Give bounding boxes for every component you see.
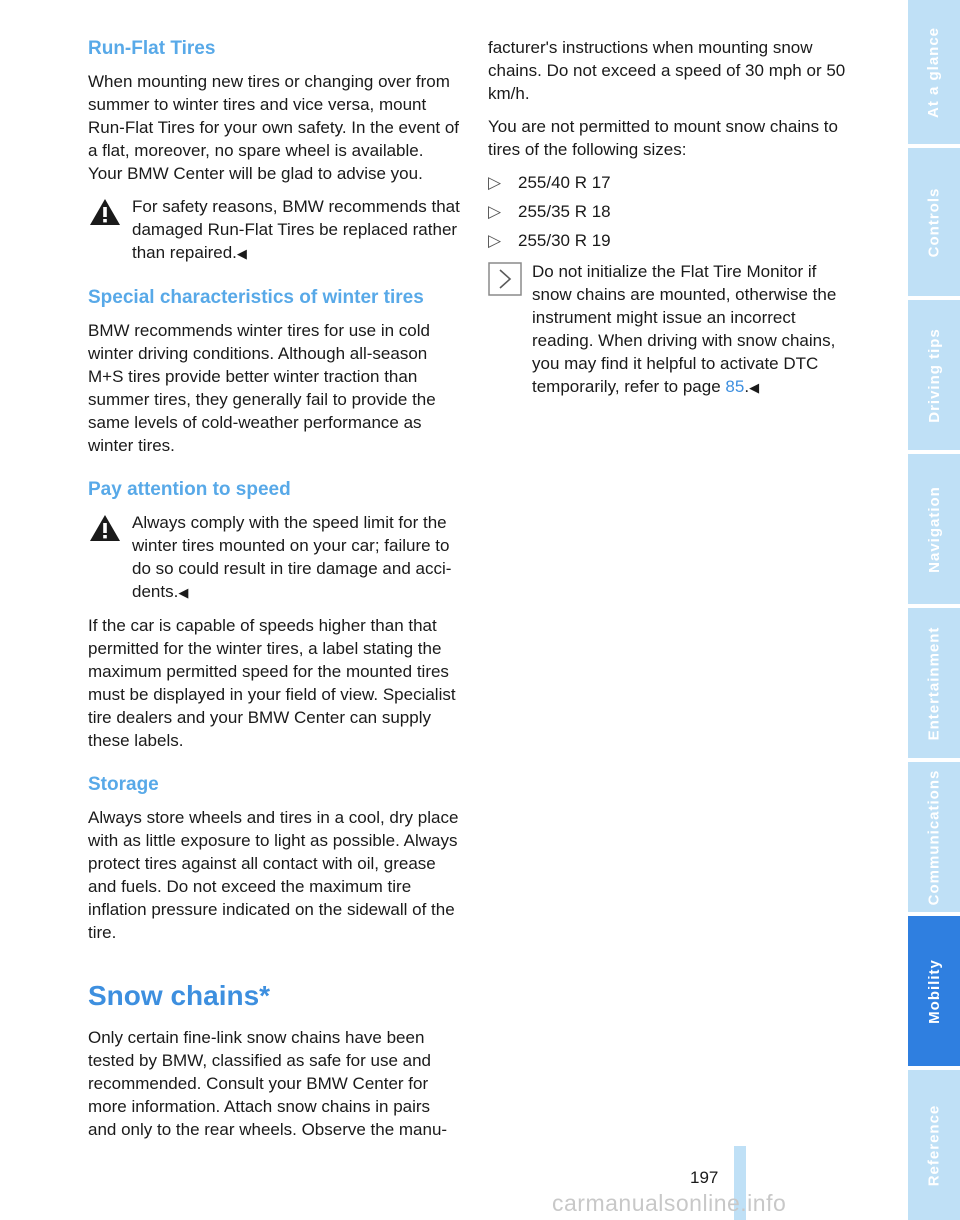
snowchains-sizes-intro: You are not permitted to mount snow chains to tires of the following sizes: <box>488 117 838 159</box>
tab-entertainment[interactable] <box>908 608 960 758</box>
tire-size: 255/40 R 17 <box>518 173 611 192</box>
storage-body: Always store wheels and tires in a cool, dry place with as little exposure to light as possible. Always protect tires against all contact with oil, grease and fuels. Do not exceed the maximum tire inflation pressure indicated on the sidewall of the tire. <box>88 808 459 942</box>
tire-size: 255/35 R 18 <box>518 202 611 221</box>
list-item <box>488 200 860 223</box>
heading-winter: Special characteristics of winter tires <box>88 287 424 308</box>
speed-warning <box>88 511 460 604</box>
snowchains-body-part2: facturer's instructions when mounting snow chains. Do not exceed a speed of 30 mph or 50 km/h. <box>488 38 846 103</box>
tab-label: Mobility <box>925 958 943 1024</box>
tab-controls[interactable] <box>908 148 960 296</box>
heading-speed: Pay attention to speed <box>88 479 291 500</box>
runflat-warning <box>88 195 460 265</box>
tab-label: Driving tips <box>925 327 943 423</box>
winter-body: BMW recommends winter tires for use in cold winter driving conditions. Although all-season M+S tires provide better winter traction than summer tires, they generally fail to provide the same levels of cold-weather performance as winter tires. <box>88 321 436 455</box>
tab-communications[interactable] <box>908 762 960 912</box>
chapter-sidebar <box>908 0 960 1220</box>
speed-warning-text: Always comply with the speed limit for the winter tires mounted on your car; failure to do so could result in tire damage and acci-dents. <box>132 513 452 601</box>
end-mark: ◀ <box>749 380 760 395</box>
tab-label: Reference <box>925 1104 943 1186</box>
right-column <box>488 36 860 409</box>
warning-triangle-icon <box>88 197 122 227</box>
tab-reference[interactable] <box>908 1070 960 1220</box>
tire-size-list <box>488 171 860 252</box>
tire-size: 255/30 R 19 <box>518 231 611 250</box>
bullet-arrow-icon: ▷ <box>488 173 502 192</box>
speed-body: If the car is capable of speeds higher than that permitted for the winter tires, a label stating the maximum permitted speed for the mounted tires must be displayed in your field of view. Specialist tire dealers and your BMW Center can supply these labels. <box>88 616 456 750</box>
tab-label: Navigation <box>925 485 943 573</box>
list-item <box>488 229 860 252</box>
heading-storage: Storage <box>88 774 159 795</box>
runflat-body: When mounting new tires or changing over from summer to winter tires and vice versa, mount Run-Flat Tires for your own safety. In the event of a flat, moreover, no spare wheel is available. Your BMW Center will be glad to advise you. <box>88 72 460 183</box>
snowchains-note-text: Do not initialize the Flat Tire Monitor if snow chains are mounted, otherwise the instrument might issue an incorrect reading. When driving with snow chains, you may find it helpful to activate DTC temporarily, refer to page <box>532 262 837 396</box>
heading-snowchains: Snow chains* <box>88 980 271 1011</box>
snowchains-body-part1: Only certain fine-link snow chains have been tested by BMW, classified as safe for use and recommended. Consult your BMW Center for more information. Attach snow chains in pairs and only to the rear wheels. Observe the manu- <box>88 1028 448 1139</box>
end-mark: ◀ <box>236 246 247 261</box>
warning-triangle-icon <box>88 513 122 543</box>
page-number: 197 <box>690 1168 719 1187</box>
note-period: . <box>744 377 750 396</box>
tab-mobility[interactable] <box>908 916 960 1066</box>
tab-label: Controls <box>925 187 943 257</box>
tab-label: At a glance <box>925 26 943 118</box>
bullet-arrow-icon: ▷ <box>488 202 502 221</box>
heading-runflat: Run-Flat Tires <box>88 38 216 59</box>
note-arrow-icon <box>488 262 522 296</box>
end-mark: ◀ <box>178 585 189 600</box>
tab-label: Communications <box>925 769 943 905</box>
watermark: carmanualsonline.info <box>552 1190 787 1216</box>
tab-at-a-glance[interactable] <box>908 0 960 144</box>
tab-label: Entertainment <box>925 626 943 740</box>
snowchains-note <box>488 260 860 399</box>
page-link[interactable]: 85 <box>725 377 745 396</box>
left-column <box>88 36 460 1151</box>
list-item <box>488 171 860 194</box>
tab-navigation[interactable] <box>908 454 960 604</box>
runflat-warning-text: For safety reasons, BMW recommends that damaged Run-Flat Tires be replaced rather than repaired. <box>132 197 460 262</box>
bullet-arrow-icon: ▷ <box>488 231 502 250</box>
tab-driving-tips[interactable] <box>908 300 960 450</box>
